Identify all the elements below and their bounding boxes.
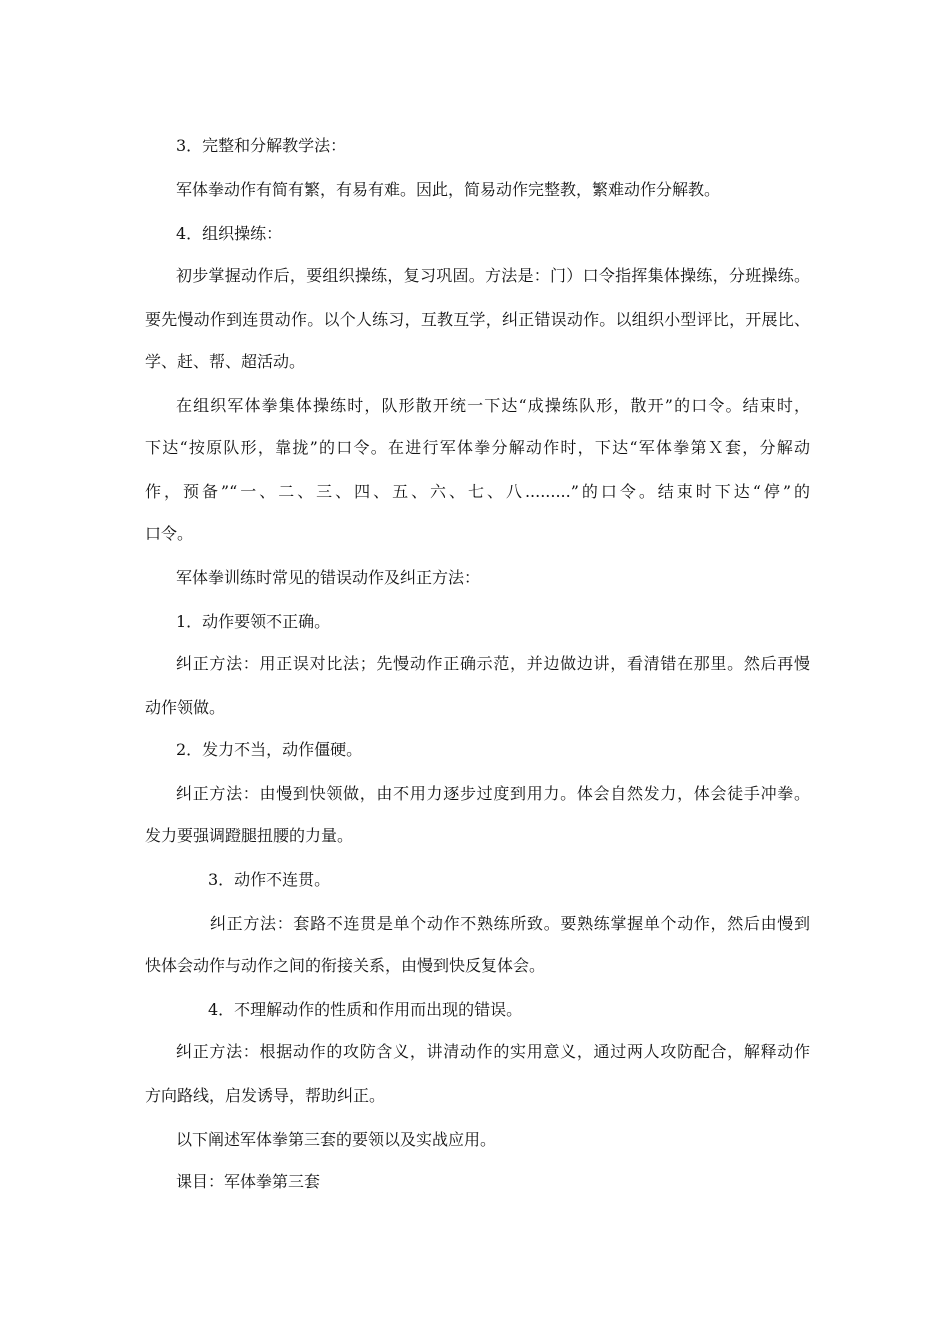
list-item-4: 4．不理解动作的性质和作用而出现的错误。	[208, 1000, 523, 1019]
paragraph-line: 快体会动作与动作之间的衔接关系，由慢到快反复体会。	[145, 956, 546, 975]
heading-organize-drill: 4．组织操练：	[176, 224, 283, 243]
paragraph-line: 纠正方法：用正误对比法；先慢动作正确示范，并边做边讲，看清错在那里。然后再慢	[176, 654, 810, 673]
paragraph-line: 纠正方法：套路不连贯是单个动作不熟练所致。要熟练掌握单个动作，然后由慢到	[210, 914, 810, 933]
paragraph-line: 发力要强调蹬腿扭腰的力量。	[145, 826, 354, 845]
paragraph-line: 下达“按原队形，靠拢”的口令。在进行军体拳分解动作时，下达“军体拳第Ｘ套，分解动	[145, 438, 810, 457]
heading-complete-and-decomposed-teaching: 3．完整和分解教学法：	[176, 136, 347, 155]
paragraph-line: 初步掌握动作后，要组织操练，复习巩固。方法是：门）口令指挥集体操练，分班操练。	[176, 266, 810, 285]
paragraph-line: 军体拳动作有简有繁，有易有难。因此，简易动作完整教，繁难动作分解教。	[176, 180, 721, 199]
list-item-2: 2．发力不当，动作僵硬。	[176, 740, 363, 759]
paragraph-line: 方向路线，启发诱导，帮助纠正。	[145, 1086, 386, 1105]
paragraph-line: 要先慢动作到连贯动作。以个人练习，互教互学，纠正错误动作。以组织小型评比，开展比、	[145, 310, 810, 329]
paragraph-line: 口令。	[145, 524, 194, 543]
paragraph-line: 学、赶、帮、超活动。	[145, 352, 306, 371]
paragraph-line: 纠正方法：根据动作的攻防含义，讲清动作的实用意义，通过两人攻防配合，解释动作	[176, 1042, 810, 1061]
paragraph-line: 动作领做。	[145, 698, 226, 717]
paragraph-line: 以下阐述军体拳第三套的要领以及实战应用。	[176, 1130, 497, 1149]
paragraph-line: 纠正方法：由慢到快领做，由不用力逐步过度到用力。体会自然发力，体会徒手冲拳。	[176, 784, 810, 803]
paragraph-line: 在组织军体拳集体操练时，队形散开统一下达“成操练队形，散开”的口令。结束时，	[176, 396, 810, 415]
list-item-3: 3．动作不连贯。	[208, 870, 331, 889]
list-item-1: 1．动作要领不正确。	[176, 612, 331, 631]
subject-title: 课目：军体拳第三套	[176, 1172, 321, 1191]
paragraph-line: 作，预备”“一、二、三、四、五、六、七、八.........”的口令。结束时下达“停”的	[145, 482, 810, 501]
heading-common-errors: 军体拳训练时常见的错误动作及纠正方法：	[176, 568, 481, 587]
